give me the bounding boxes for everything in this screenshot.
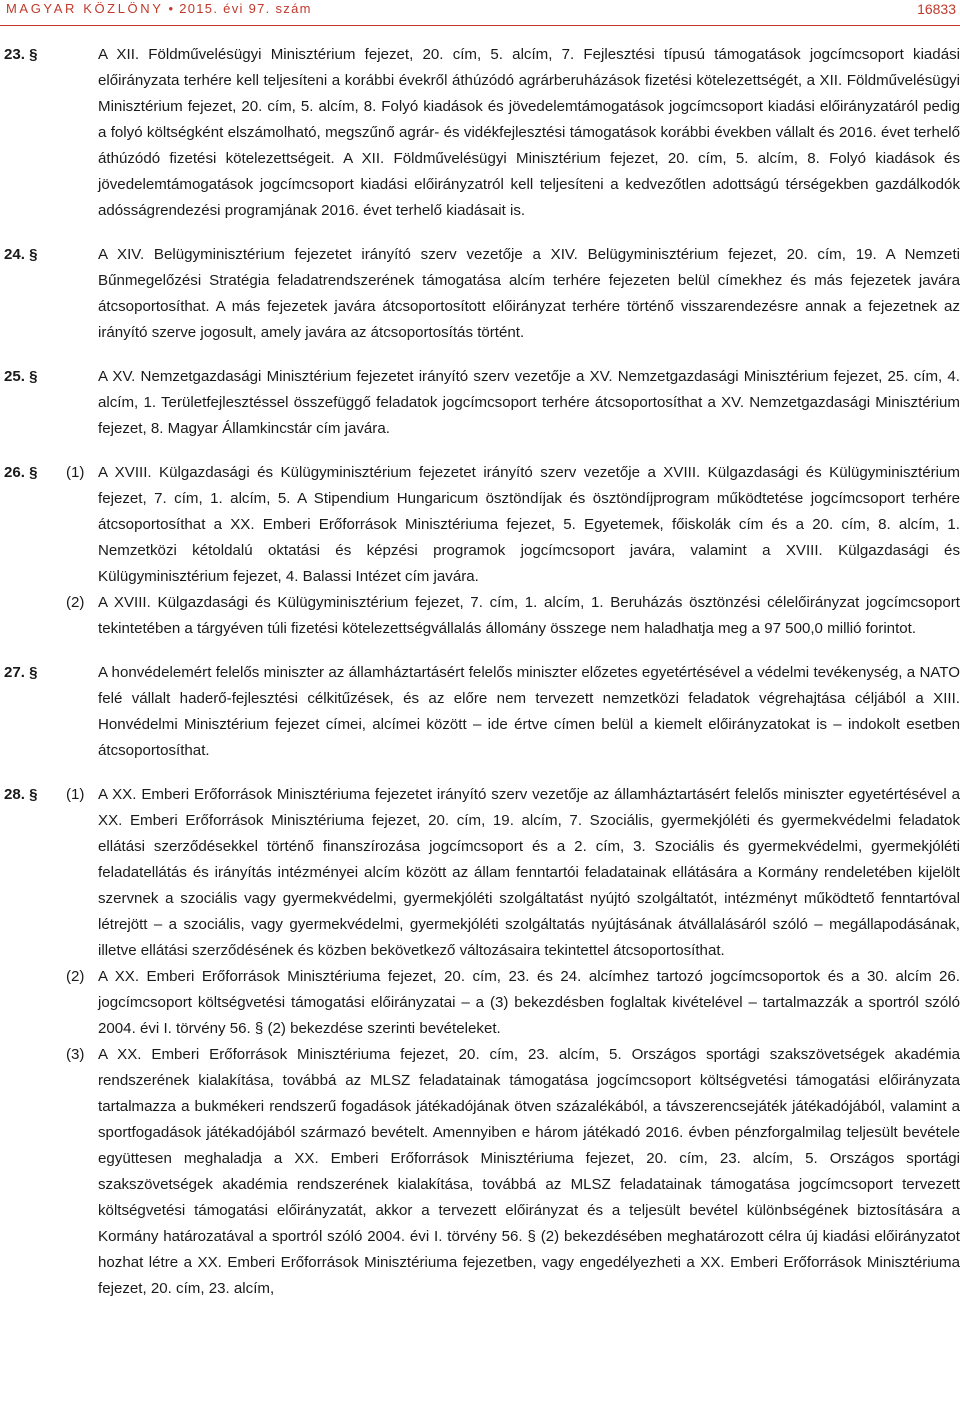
section-number: 27. § [4,664,38,681]
paragraph [66,964,960,1042]
paragraph [98,42,960,224]
paragraph-number: (2) [66,594,85,611]
header-rule [0,25,960,26]
paragraph-text: A XX. Emberi Erőforrások Minisztériuma fejezet, 20. cím, 23. alcím, 5. Országos sportági szakszövetségek akadémia rendszerének kialakítása, továbbá az MLSZ feladatainak támogatása jogcímcsoport költségvetési támogatási előirányzata tartalmazza a bukmékeri rendszerű fogadások játékadójának ötven százalékából, a távszerencsejáték játékadójából, valamint a sportfogadások játékadójából származó bevételt. Amennyiben e három játékadó 2016. évben pénzforgalmilag teljesült bevétele együttesen meghaladja a XX. Emberi Erőforrások Minisztériuma fejezet, 20. cím, 23. alcím, 5. Országos sportági szakszövetségek akadémia rendszerének kialakítása, továbbá az MLSZ feladatainak támogatása jogcímcsoport tervezett költségvetési támogatási előirányzatát, akkor a tervezett előirányzat és a teljesült bevétel különbségének biztosítására a Kormány határozatával a sportról szóló 2004. évi I. törvény 56. § (2) bekezdésében meghatározott célra új kiadási előirányzatot hozhat létre a XX. Emberi Erőforrások Minisztériuma fejezetben, vagy engedélyezheti a XX. Emberi Erőforrások Minisztériuma fejezet, 20. cím, 23. alcím, [98,1046,960,1297]
page-header [0,0,960,18]
section-25 [0,364,960,442]
section-number: 28. § [4,786,38,803]
header-separator: • [168,1,175,16]
section-number: 25. § [4,368,38,385]
paragraph [98,242,960,346]
paragraph-text: A XIV. Belügyminisztérium fejezetet irányító szerv vezetője a XIV. Belügyminisztérium fejezet, 20. cím, 19. A Nemzeti Bűnmegelőzési Stratégia feladatrendszerének támogatása alcím terhére fejezeten belül címekhez és más fejezetek javára átcsoportosíthat. A más fejezetek javára átcsoportosított előirányzat terhére történő visszarendezésre annak a fejezetnek az irányító szerve jogosult, amely javára az átcsoportosítás történt. [98,246,960,341]
section-26 [0,460,960,642]
section-number: 26. § [4,464,38,481]
paragraph [66,590,960,642]
paragraph-number: (3) [66,1046,85,1063]
section-number: 24. § [4,246,38,263]
page-number: 16833 [917,1,956,17]
paragraph [98,660,960,764]
paragraph-text: A XV. Nemzetgazdasági Minisztérium fejezetet irányító szerv vezetője a XV. Nemzetgazdasági Minisztérium fejezet, 25. cím, 4. alcím, 1. Területfejlesztéssel összefüggő feladatok jogcímcsoport terhére átcsoportosíthat a XV. Nemzetgazdasági Minisztérium fejezet, 8. Magyar Államkincstár cím javára. [98,368,960,437]
paragraph-number: (2) [66,968,85,985]
section-23 [0,42,960,224]
issue-label: 2015. évi 97. szám [179,1,312,16]
section-28 [0,782,960,1302]
header-left [6,0,312,18]
paragraph-text: A XX. Emberi Erőforrások Minisztériuma fejezetet irányító szerv vezetője az államháztartásért felelős miniszter egyetértésével a XX. Emberi Erőforrások Minisztériuma fejezet, 20. cím, 19. alcím, 7. Szociális, gyermekjóléti és gyermekvédelmi feladatok ellátási szerződésekkel történő finanszírozása jogcímcsoport és a 2. cím, 3. Szociális és gyermekvédelmi, gyermekjóléti feladatellátás és irányítás intézményei alcím között az állam fenntartói feladatainak ellátására a Kormány rendeletében kijelölt szervnek a szociális vagy gyermekvédelmi, gyermekjóléti szolgáltatást nyújtó szolgáltatót, intézményt működtető fenntartóval létrejött – a szociális, vagy gyermekvédelmi, gyermekjóléti szolgáltatás nyújtásának átvállalásáról szóló – megállapodásának, illetve ellátási szerződésének és közben bekövetkező változásaira tekintettel átcsoportosíthat. [98,786,960,959]
paragraph-number: (1) [66,464,85,481]
document-body [0,42,960,1302]
section-24 [0,242,960,346]
section-number: 23. § [4,46,38,63]
paragraph-text: A XVIII. Külgazdasági és Külügyminisztérium fejezetet irányító szerv vezetője a XVIII. Külgazdasági és Külügyminisztérium fejezet, 7. cím, 1. alcím, 5. A Stipendium Hungaricum ösztöndíjak és ösztöndíjprogram működtetése jogcímcsoport terhére átcsoportosíthat a XX. Emberi Erőforrások Minisztériuma fejezet, 5. Egyetemek, főiskolák cím és a 20. cím, 8. alcím, 1. Nemzetközi kétoldalú oktatási és képzési programok jogcímcsoport javára, valamint a XVIII. Külgazdasági és Külügyminisztérium fejezet, 4. Balassi Intézet cím javára. [98,464,960,585]
section-27 [0,660,960,764]
paragraph-text: A honvédelemért felelős miniszter az államháztartásért felelős miniszter előzetes egyetértésével a védelmi tevékenység, a NATO felé vállalt haderő-fejlesztési célkitűzések, és az előre nem tervezett nemzetközi feladatok végrehajtása céljából a XIII. Honvédelmi Minisztérium fejezet címei, alcímei között – ide értve címen belül a kiemelt előirányzatokat is – indokolt esetben átcsoportosíthat. [98,664,960,759]
paragraph-text: A XVIII. Külgazdasági és Külügyminisztérium fejezet, 7. cím, 1. alcím, 1. Beruházás ösztönzési célelőirányzat jogcímcsoport tekintetében a tárgyéven túli fizetési kötelezettségvállalás állomány összege nem haladhatja meg a 97 500,0 millió forintot. [98,594,960,637]
paragraph [66,460,960,590]
paragraph [66,782,960,964]
journal-name: MAGYAR KÖZLÖNY [6,1,164,16]
paragraph-text: A XX. Emberi Erőforrások Minisztériuma fejezet, 20. cím, 23. és 24. alcímhez tartozó jogcímcsoportok és a 30. alcím 26. jogcímcsoport költségvetési támogatási előirányzatai – a (3) bekezdésben foglaltak kivételével – tartalmazzák a sportról szóló 2004. évi I. törvény 56. § (2) bekezdése szerinti bevételeket. [98,968,960,1037]
paragraph-number: (1) [66,786,85,803]
paragraph [66,1042,960,1302]
paragraph-text: A XII. Földművelésügyi Minisztérium fejezet, 20. cím, 5. alcím, 7. Fejlesztési típusú támogatások jogcímcsoport kiadási előirányzata terhére kell teljesíteni a korábbi évekről áthúzódó agrárberuházások fizetési kötelezettségét, a XII. Földművelésügyi Minisztérium fejezet, 20. cím, 5. alcím, 8. Folyó kiadások és jövedelemtámogatások jogcímcsoport kiadási előirányzatáról pedig a folyó költségként elszámolható, megszűnő agrár- és vidékfejlesztési támogatások korábbi években vállalt és 2016. évet terhelő áthúzódó fizetési kötelezettségeit. A XII. Földművelésügyi Minisztérium fejezet, 20. cím, 5. alcím, 8. Folyó kiadások és jövedelemtámogatások jogcímcsoport kiadási előirányzatról kell teljesíteni a kedvezőtlen adottságú térségekben gazdálkodók adósságrendezési programjának 2016. évet terhelő kiadásait is. [98,46,960,219]
paragraph [98,364,960,442]
